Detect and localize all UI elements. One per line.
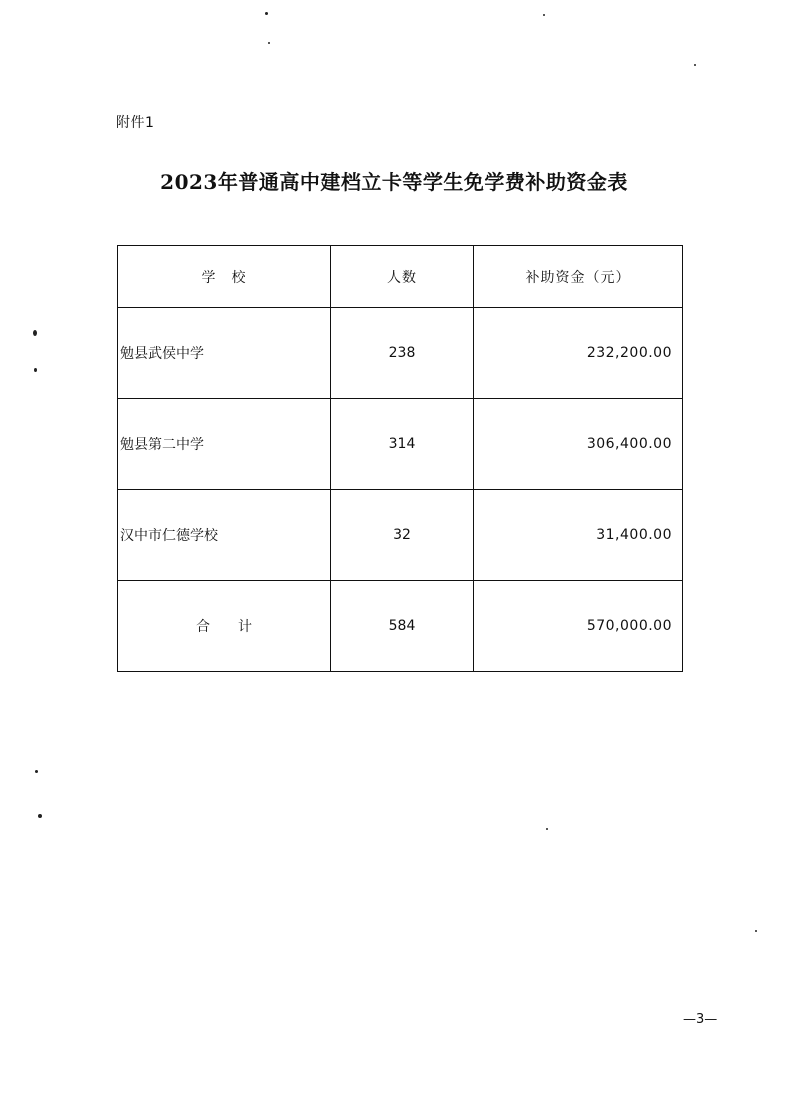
header-amount: 补助资金（元） xyxy=(474,246,683,308)
page-number: —3— xyxy=(683,1012,718,1027)
scan-speck xyxy=(38,814,42,818)
scan-speck xyxy=(694,64,696,66)
school-name: 勉县武侯中学 xyxy=(118,308,331,399)
scan-speck xyxy=(755,930,757,932)
scan-speck xyxy=(546,828,548,830)
subsidy-amount: 232,200.00 xyxy=(474,308,683,399)
scan-speck xyxy=(543,14,545,16)
scan-speck xyxy=(33,330,37,336)
total-label: 合 计 xyxy=(118,581,331,672)
scan-speck xyxy=(268,42,270,44)
table-row xyxy=(118,490,683,581)
school-name: 勉县第二中学 xyxy=(118,399,331,490)
subsidy-amount: 31,400.00 xyxy=(474,490,683,581)
attachment-label: 附件1 xyxy=(116,115,155,131)
scan-speck xyxy=(265,12,268,15)
total-amount: 570,000.00 xyxy=(474,581,683,672)
student-count: 238 xyxy=(331,308,474,399)
scan-speck xyxy=(35,770,38,773)
subsidy-table xyxy=(117,245,683,672)
school-name: 汉中市仁德学校 xyxy=(118,490,331,581)
subsidy-amount: 306,400.00 xyxy=(474,399,683,490)
header-count: 人数 xyxy=(331,246,474,308)
header-school: 学 校 xyxy=(118,246,331,308)
total-count: 584 xyxy=(331,581,474,672)
table-header-row xyxy=(118,246,683,308)
total-row xyxy=(118,581,683,672)
page-title: 2023年普通高中建档立卡等学生免学费补助资金表 xyxy=(160,170,628,194)
student-count: 314 xyxy=(331,399,474,490)
scan-speck xyxy=(34,368,37,372)
student-count: 32 xyxy=(331,490,474,581)
table-row xyxy=(118,308,683,399)
table-row xyxy=(118,399,683,490)
